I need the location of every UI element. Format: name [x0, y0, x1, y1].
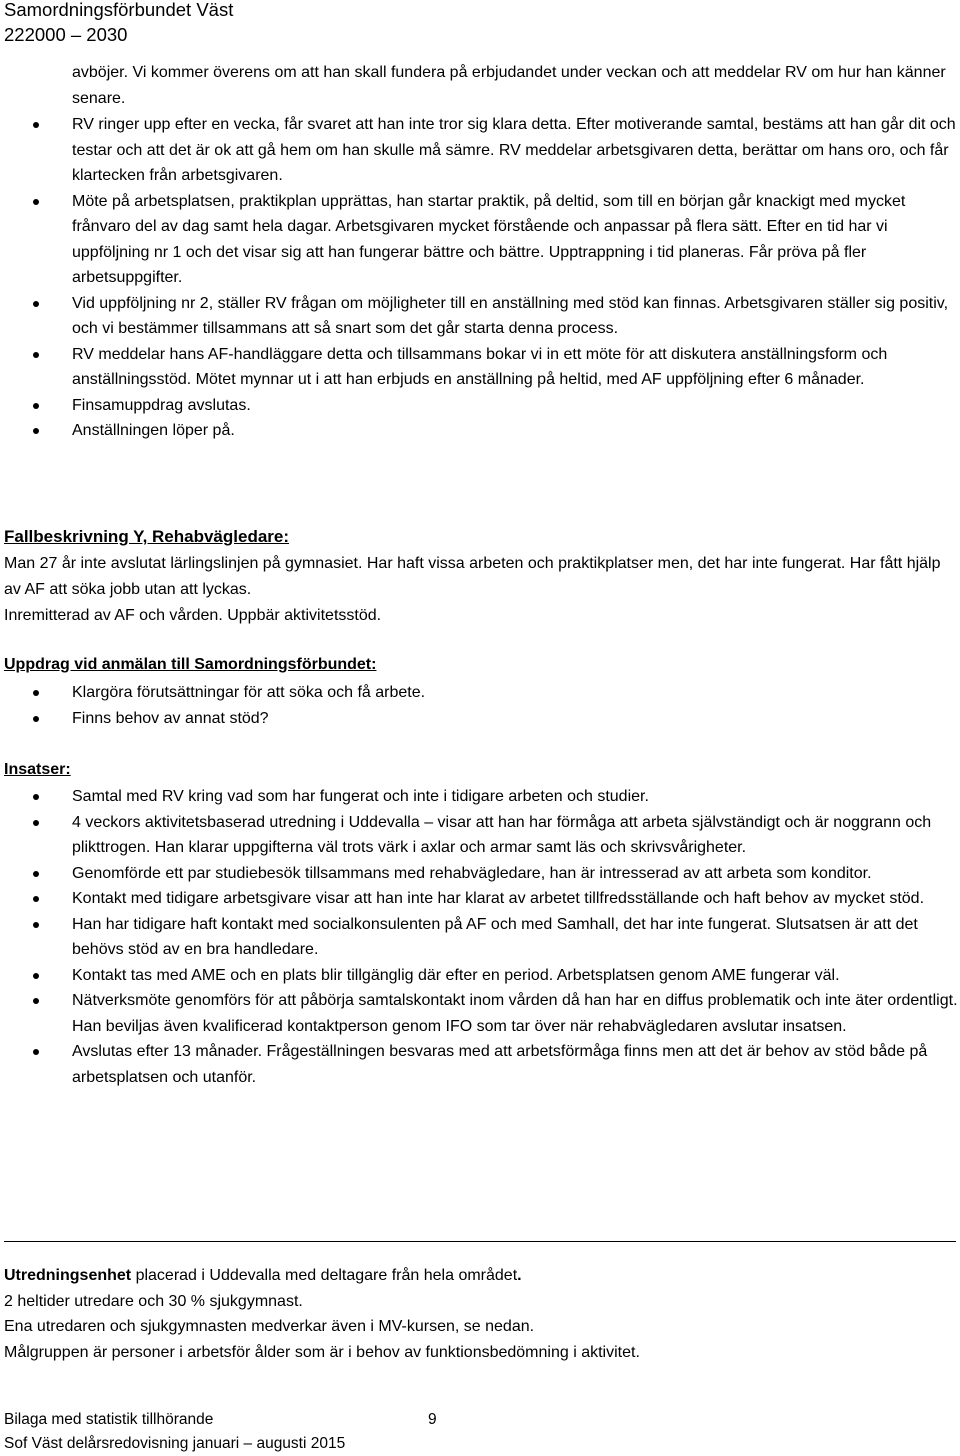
header-period: 222000 – 2030	[4, 24, 128, 45]
page-footer	[4, 1408, 345, 1456]
list-item: Vid uppföljning nr 2, ställer RV frågan om möjligheter till en anställning med stöd kan finnas. Arbetsgivaren ställer sig positiv, och vi bestämmer tillsammans att så snart som det går starta denna process.	[72, 291, 958, 342]
footer-report-title: Sof Väst delårsredovisning januari – augusti 2015	[4, 1435, 346, 1452]
unit-title-rest: placerad i Uddevalla med deltagare från hela området	[131, 1267, 518, 1284]
list-item: Genomförde ett par studiebesök tillsammans med rehabvägledare, han är intresserad av att arbeta som konditor.	[72, 861, 958, 887]
bullet-list-case-x	[0, 112, 958, 444]
list-item: Kontakt tas med AME och en plats blir tillgänglig där efter en period. Arbetsplatsen genom AME fungerar väl.	[72, 963, 958, 989]
unit-staffing: 2 heltider utredare och 30 % sjukgymnast.	[4, 1292, 303, 1310]
assignment-heading: Uppdrag vid anmälan till Samordningsförbundet:	[4, 656, 377, 673]
unit-course-note: Ena utredaren och sjukgymnasten medverkar även i MV-kursen, se nedan.	[4, 1318, 535, 1335]
list-item: Samtal med RV kring vad som har fungerat och inte i tidigare arbeten och studier.	[72, 784, 958, 810]
list-item: Anställningen löper på.	[72, 418, 958, 444]
list-item: Finns behov av annat stöd?	[72, 706, 958, 732]
page-number: 9	[428, 1411, 437, 1428]
bullet-list-efforts	[0, 784, 958, 1090]
list-item: Möte på arbetsplatsen, praktikplan upprättas, han startar praktik, på deltid, som till en början går knackigt med mycket frånvaro del av dag samt hela dagar. Arbetsgivaren mycket förstående och anpassar på flera sätt. Efter en tid har vi uppföljning nr 1 och det visar sig att han fungerar bättre och bättre. Upptrappning i tid planeras. Får pröva på fler arbetsuppgifter.	[72, 189, 958, 291]
list-item: RV meddelar hans AF-handläggare detta och tillsammans bokar vi in ett möte för att diskutera anställningsform och anställningsstöd. Mötet mynnar ut i att han erbjuds en anställning på heltid, med AF uppföljning efter 6 månader.	[72, 342, 958, 393]
footer-attachment-note: Bilaga med statistik tillhörande	[4, 1411, 214, 1428]
continued-paragraph: avböjer. Vi kommer överens om att han skall fundera på erbjudandet under veckan och att meddelar RV om hur han känner senare.	[72, 64, 946, 107]
unit-target-group: Målgruppen är personer i arbetsför ålder som är i behov av funktionsbedömning i aktivitet.	[4, 1343, 640, 1361]
case-heading: Fallbeskrivning Y, Rehabvägledare:	[4, 527, 290, 546]
unit-section	[4, 1263, 954, 1365]
list-item: Klargöra förutsättningar för att söka och få arbete.	[72, 680, 958, 706]
list-item: 4 veckors aktivitetsbaserad utredning i Uddevalla – visar att han har förmåga att arbeta självständigt och är noggrann och plikttrogen. Han klarar uppgifterna väl trots värk i axlar och armar samt läs och skrivsvårigheter.	[72, 810, 958, 861]
list-item: Kontakt med tidigare arbetsgivare visar att han inte har klarat av arbetet tillfredsställande och haft behov av mycket stöd.	[72, 886, 958, 912]
list-item: Finsamuppdrag avslutas.	[72, 393, 958, 419]
unit-title-line	[4, 1263, 954, 1289]
section-divider	[4, 1241, 956, 1242]
case-referral-paragraph: Inremitterad av AF och vården. Uppbär aktivitetsstöd.	[4, 607, 382, 624]
case-intro-paragraph: Man 27 år inte avslutat lärlingslinjen på gymnasiet. Har haft vissa arbeten och praktikplatser men, det har inte fungerat. Har fått hjälp av AF att söka jobb utan att lyckas.	[4, 555, 941, 598]
bullet-list-assignment	[0, 680, 958, 731]
list-item: Avslutas efter 13 månader. Frågeställningen besvaras med att arbetsförmåga finns men att det är behov av stöd både på arbetsplatsen och utanför.	[72, 1039, 958, 1090]
list-item: Han har tidigare haft kontakt med socialkonsulenten på AF och med Samhall, det har inte fungerat. Slutsatsen är att det behövs stöd av en bra handledare.	[72, 912, 958, 963]
efforts-heading: Insatser:	[4, 761, 71, 778]
unit-title-end: .	[517, 1267, 522, 1284]
list-item: Nätverksmöte genomförs för att påbörja samtalskontakt inom vården då han har en diffus problematik och inte äter ordentligt. Han beviljas även kvalificerad kontaktperson genom IFO som tar över när rehabvägledaren avslutar insatsen.	[72, 988, 958, 1039]
page-header	[4, 0, 233, 47]
header-organization: Samordningsförbundet Väst	[4, 0, 234, 20]
unit-title: Utredningsenhet	[4, 1267, 132, 1284]
list-item: RV ringer upp efter en vecka, får svaret att han inte tror sig klara detta. Efter motiverande samtal, bestäms att han går dit och testar och att det är ok att gå hem om han skulle må sämre. RV meddelar arbetsgivaren detta, berättar om hans oro, och får klartecken från arbetsgivaren.	[72, 112, 958, 189]
